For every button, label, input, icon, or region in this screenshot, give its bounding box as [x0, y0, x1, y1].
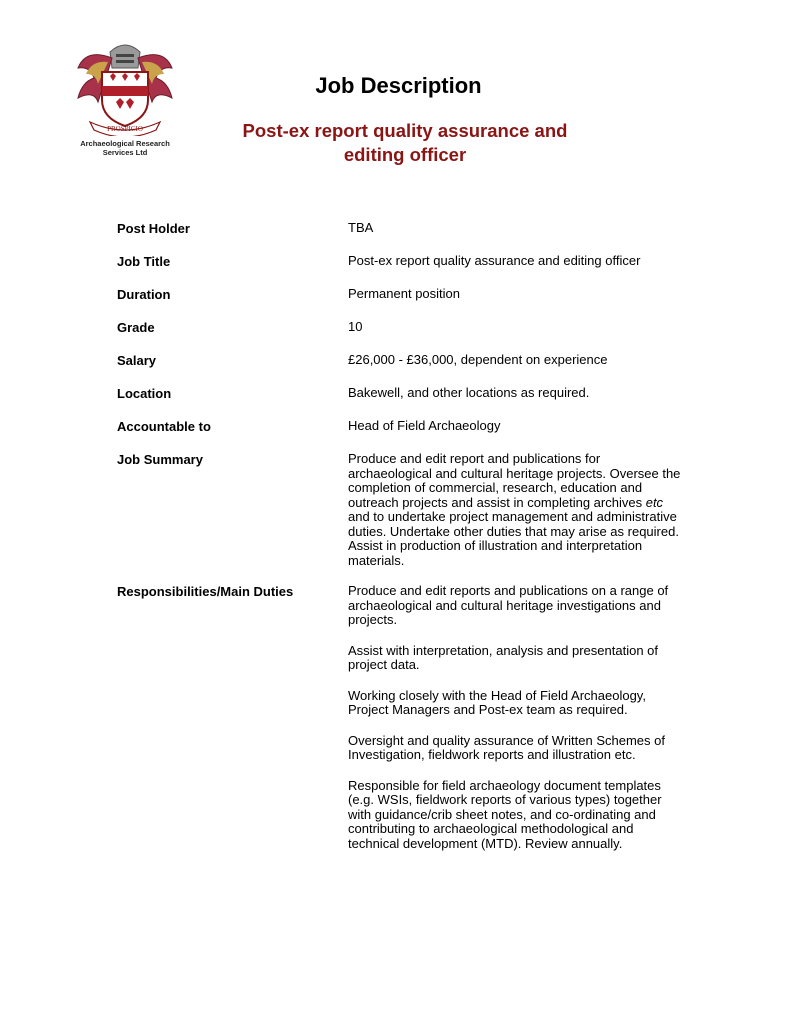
detail-value: £26,000 - £36,000, dependent on experience — [348, 352, 608, 367]
detail-row-post-holder — [117, 220, 687, 238]
detail-label: Grade — [117, 320, 155, 335]
detail-row-job-summary — [117, 451, 687, 568]
detail-value: Head of Field Archaeology — [348, 418, 501, 433]
detail-label: Responsibilities/Main Duties — [117, 584, 294, 599]
detail-value: TBA — [348, 220, 374, 235]
detail-label: Duration — [117, 287, 171, 302]
detail-row-salary — [117, 352, 687, 370]
detail-value: 10 — [348, 319, 363, 334]
detail-label: Salary — [117, 353, 157, 368]
job-summary-italic: etc — [645, 494, 664, 510]
detail-row-grade — [117, 319, 687, 337]
detail-label: Job Title — [117, 254, 171, 269]
job-details — [117, 220, 687, 866]
responsibility-item: Oversight and quality assurance of Written Schemes of Investigation, fieldwork reports and illustration etc. — [348, 732, 665, 762]
detail-label: Location — [117, 386, 172, 401]
detail-row-accountable-to — [117, 418, 687, 436]
responsibility-item: Working closely with the Head of Field Archaeology, Project Managers and Post-ex team as required. — [348, 687, 646, 717]
detail-row-location — [117, 385, 687, 403]
logo-caption-line2: Services Ltd — [102, 148, 148, 157]
job-summary-text — [348, 451, 687, 568]
detail-value: Post-ex report quality assurance and editing officer — [348, 253, 641, 268]
job-summary-part1: Produce and edit report and publications for archaeological and cultural heritage projects. Oversee the completion of commercial, research, education and outreach projects and assist in completing archives — [348, 451, 681, 510]
detail-value: Permanent position — [348, 286, 461, 301]
logo-caption-line1: Archaeological Research — [80, 139, 170, 148]
subtitle-line1: Post-ex report quality assurance and — [242, 120, 568, 141]
detail-row-responsibilities — [117, 583, 687, 851]
subtitle-line2: editing officer — [343, 144, 467, 165]
responsibility-item: Produce and edit reports and publications on a range of archaeological and cultural heritage investigations and projects. — [348, 583, 669, 627]
responsibilities-list — [348, 583, 687, 851]
logo-caption — [70, 139, 180, 157]
detail-label: Job Summary — [117, 452, 203, 467]
detail-row-job-title — [117, 253, 687, 271]
detail-label: Post Holder — [117, 221, 190, 236]
page-subtitle — [200, 119, 610, 167]
detail-label: Accountable to — [117, 419, 211, 434]
responsibility-item: Responsible for field archaeology document templates (e.g. WSIs, fieldwork reports of various types) together with guidance/crib sheet notes, and co-ordinating and contributing to archaeological methodological and technical development (MTD). Review annually. — [348, 777, 662, 851]
responsibility-item: Assist with interpretation, analysis and presentation of project data. — [348, 642, 659, 672]
motto-text: PROSPICIO — [107, 125, 143, 133]
page-title: Job Description — [315, 73, 482, 98]
job-summary-part2: and to undertake project management and administrative duties. Undertake other duties that may arise as required. Assist in production of illustration and interpretation materials. — [348, 509, 679, 568]
detail-value: Bakewell, and other locations as required. — [348, 385, 590, 400]
detail-row-duration — [117, 286, 687, 304]
